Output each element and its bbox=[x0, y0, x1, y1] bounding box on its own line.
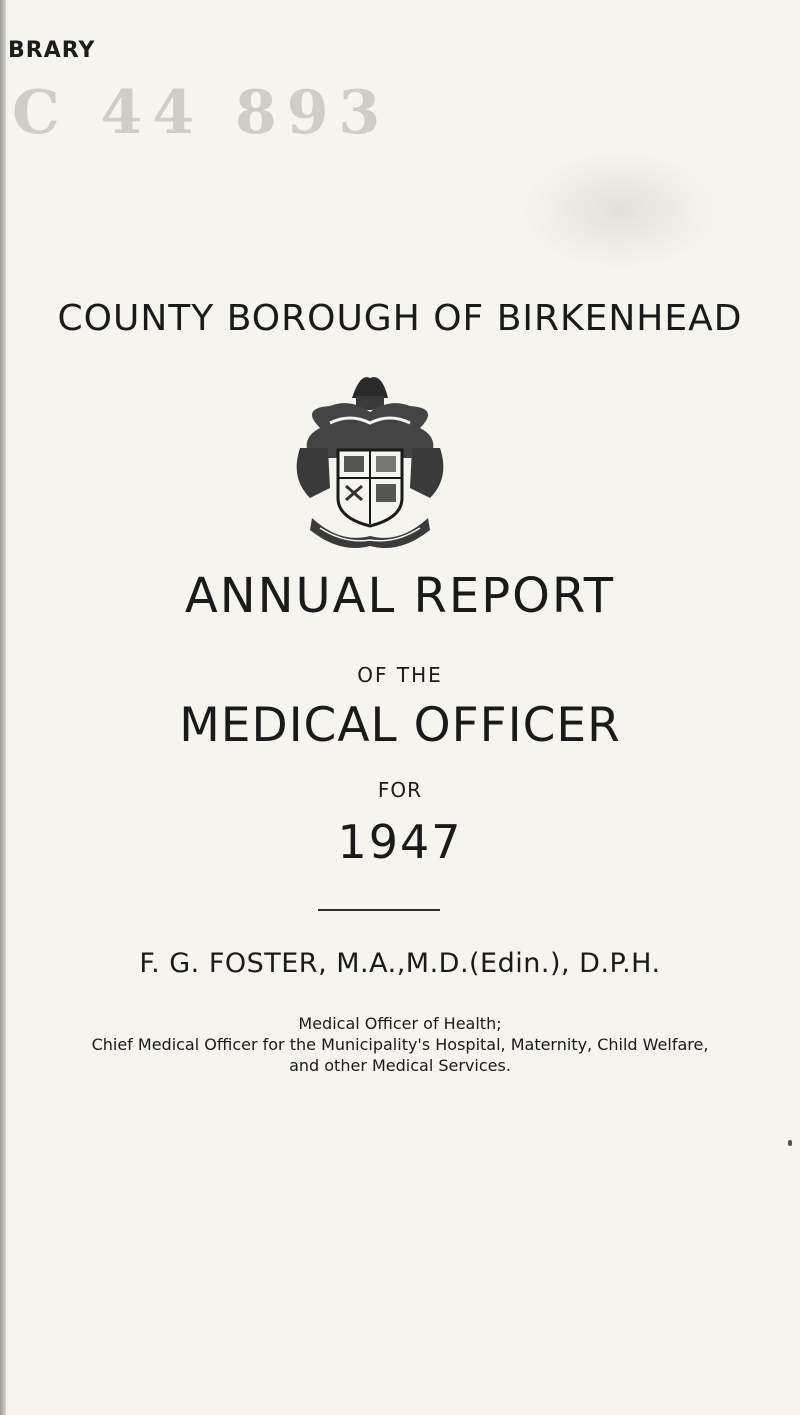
author-role-line: Chief Medical Officer for the Municipality's Hospital, Maternity, Child Welfare, bbox=[91, 1035, 709, 1054]
borough-title: COUNTY BOROUGH OF BIRKENHEAD bbox=[57, 298, 743, 339]
officer-heading: MEDICAL OFFICER bbox=[179, 698, 621, 753]
paper-speck bbox=[788, 1140, 792, 1146]
divider bbox=[318, 909, 440, 911]
shelf-mark: C 44 893 bbox=[12, 78, 391, 148]
borough-coat-of-arms-icon bbox=[290, 368, 450, 550]
for-label: FOR bbox=[377, 778, 423, 802]
report-year: 1947 bbox=[337, 815, 463, 869]
of-the-label: OF THE bbox=[357, 663, 443, 687]
paper-stain bbox=[520, 150, 720, 270]
library-stamp: BRARY bbox=[8, 38, 96, 63]
author-name: F. G. FOSTER, M.A.,M.D.(Edin.), D.P.H. bbox=[139, 948, 661, 979]
author-role-line: Medical Officer of Health; bbox=[298, 1014, 502, 1033]
author-role-line: and other Medical Services. bbox=[289, 1056, 511, 1075]
report-heading: ANNUAL REPORT bbox=[184, 568, 616, 624]
